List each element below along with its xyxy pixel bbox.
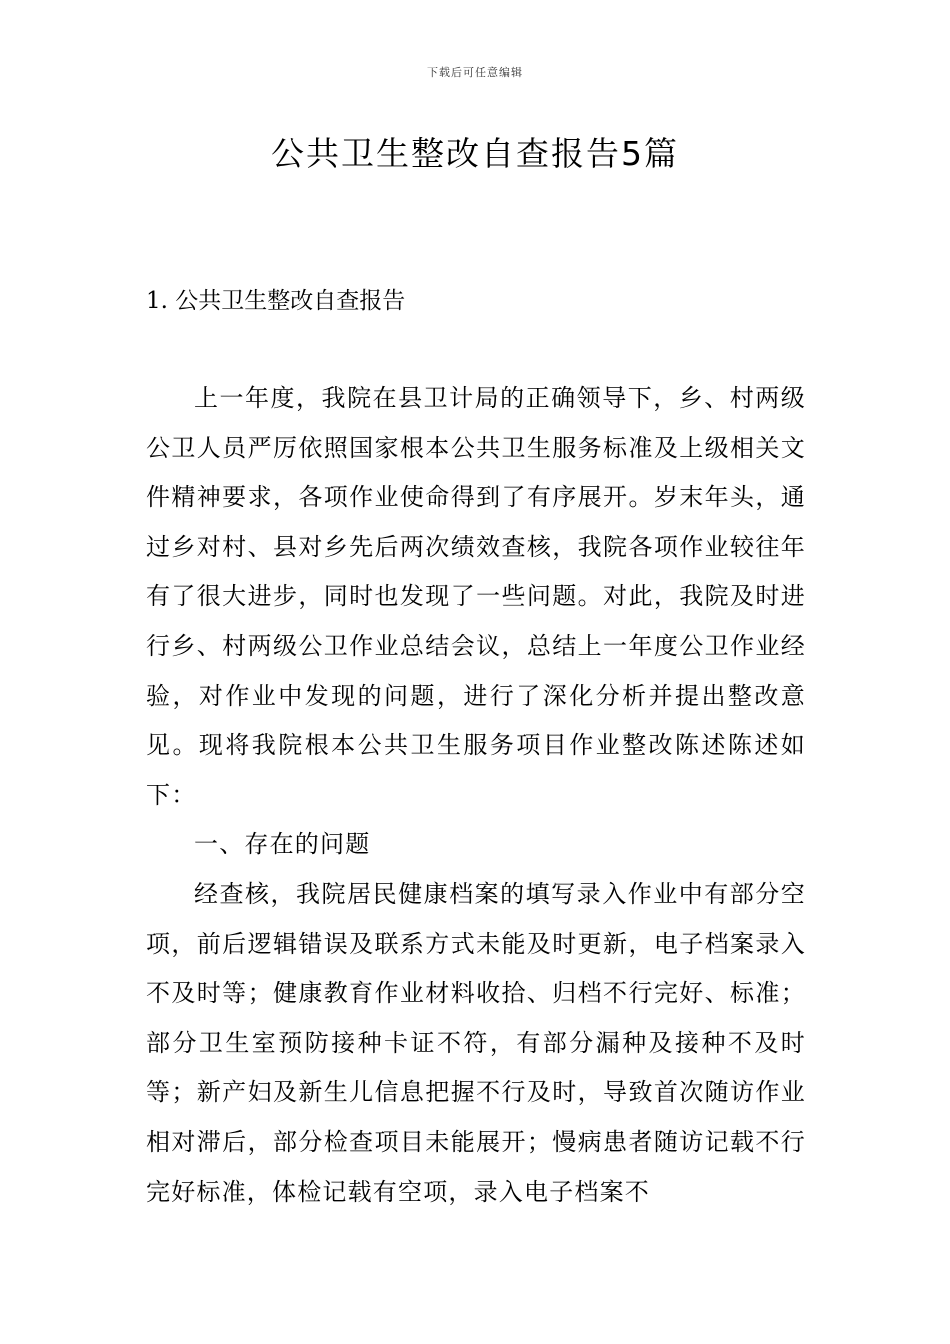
document-title: 公共卫生整改自查报告5篇 — [271, 134, 679, 173]
document-body — [146, 374, 806, 1217]
subheading-problems: 一、存在的问题 — [194, 830, 371, 859]
paragraph-intro: 上一年度，我院在县卫计局的正确领导下，乡、村两级公卫人员严厉依照国家根本公共卫生服务标准及上级相关文件精神要求，各项作业使命得到了有序展开。岁末年头，通过乡对村、县对乡先后两次绩效查核，我院各项作业较往年有了很大进步，同时也发现了一些问题。对此，我院及时进行乡、村两级公卫作业总结会议，总结上一年度公卫作业经验，对作业中发现的问题，进行了深化分析并提出整改意见。现将我院根本公共卫生服务项目作业整改陈述陈述如下： — [146, 384, 806, 809]
paragraph-problems: 经查核，我院居民健康档案的填写录入作业中有部分空项，前后逻辑错误及联系方式未能及时更新，电子档案录入不及时等；健康教育作业材料收拾、归档不行完好、标准；部分卫生室预防接种卡证不符，有部分漏种及接种不及时等；新产妇及新生儿信息把握不行及时，导致首次随访作业相对滞后，部分检查项目未能展开；慢病患者随访记载不行完好标准，体检记载有空项，录入电子档案不 — [146, 879, 806, 1206]
header-note: 下载后可任意编辑 — [427, 66, 523, 79]
section-heading: 1. 公共卫生整改自查报告 — [146, 288, 406, 314]
